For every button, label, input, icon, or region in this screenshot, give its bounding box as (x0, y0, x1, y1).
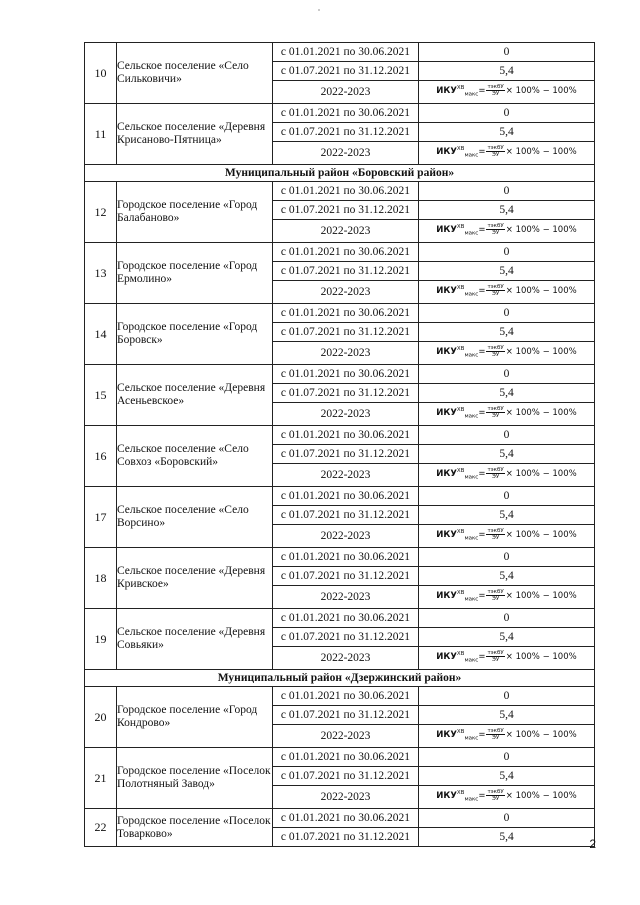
formula-sup: ХВ (456, 790, 465, 797)
formula-eq: = (478, 408, 486, 419)
value-second-half: 5,4 (419, 201, 595, 220)
period-first-half: с 01.01.2021 по 30.06.2021 (273, 548, 419, 567)
period-first-half: с 01.01.2021 по 30.06.2021 (273, 243, 419, 262)
period-second-half: с 01.07.2021 по 31.12.2021 (273, 567, 419, 586)
district-title: Муниципальный район «Дзержинский район» (85, 670, 595, 687)
row-number: 12 (85, 182, 117, 243)
row-number: 16 (85, 426, 117, 487)
formula-fraction (486, 650, 504, 663)
value-first-half: 0 (419, 809, 595, 828)
row-number: 11 (85, 104, 117, 165)
formula-fraction (486, 145, 504, 158)
row-number: 13 (85, 243, 117, 304)
formula-sub: макс (464, 413, 479, 420)
period-2022-2023: 2022-2023 (273, 220, 419, 243)
formula-tail: × 100% − 100% (505, 347, 577, 358)
value-second-half: 5,4 (419, 628, 595, 647)
formula-denominator: ЭУ (492, 230, 500, 237)
settlement-name: Городское поселение «Поселок Товарково» (117, 809, 273, 847)
formula-denominator: ЭУ (492, 657, 500, 664)
period-2022-2023: 2022-2023 (273, 81, 419, 104)
formula-sup: ХВ (456, 85, 465, 92)
ikumax-formula (419, 725, 595, 748)
formula-sup: ХВ (456, 146, 465, 153)
formula-tail: × 100% − 100% (505, 147, 577, 158)
settlement-name: Городское поселение «Поселок Полотняный Завод» (117, 748, 273, 809)
value-second-half: 5,4 (419, 706, 595, 725)
formula-label: ИКУ (436, 408, 457, 419)
district-row (85, 165, 595, 182)
settlement-name: Городское поселение «Город Кондрово» (117, 687, 273, 748)
formula-numerator: тэкбУ (487, 650, 504, 657)
period-2022-2023: 2022-2023 (273, 281, 419, 304)
period-first-half: с 01.01.2021 по 30.06.2021 (273, 487, 419, 506)
formula-label: ИКУ (436, 147, 457, 158)
page-number: 2 (589, 837, 596, 851)
ikumax-formula (419, 403, 595, 426)
settlement-name: Сельское поселение «Деревня Асеньевское» (117, 365, 273, 426)
formula-sup: ХВ (456, 729, 465, 736)
table-row (85, 304, 595, 323)
period-2022-2023: 2022-2023 (273, 725, 419, 748)
period-second-half: с 01.07.2021 по 31.12.2021 (273, 506, 419, 525)
formula-numerator: тэкбУ (487, 467, 504, 474)
formula-tail: × 100% − 100% (505, 591, 577, 602)
formula-numerator: тэкбУ (487, 728, 504, 735)
district-title: Муниципальный район «Боровский район» (85, 165, 595, 182)
ikumax-formula (419, 281, 595, 304)
formula-label: ИКУ (436, 652, 457, 663)
value-first-half: 0 (419, 243, 595, 262)
ikumax-formula (419, 342, 595, 365)
period-2022-2023: 2022-2023 (273, 142, 419, 165)
formula-eq: = (478, 286, 486, 297)
period-second-half: с 01.07.2021 по 31.12.2021 (273, 323, 419, 342)
table-row (85, 748, 595, 767)
value-second-half: 5,4 (419, 384, 595, 403)
formula-sub: макс (464, 596, 479, 603)
formula-sup: ХВ (456, 224, 465, 231)
formula-sup: ХВ (456, 590, 465, 597)
period-second-half: с 01.07.2021 по 31.12.2021 (273, 828, 419, 847)
formula-eq: = (478, 791, 486, 802)
formula-label: ИКУ (436, 225, 457, 236)
settlement-name: Сельское поселение «Деревня Крисаново-Пятница» (117, 104, 273, 165)
period-first-half: с 01.01.2021 по 30.06.2021 (273, 609, 419, 628)
formula-tail: × 100% − 100% (505, 652, 577, 663)
formula-label: ИКУ (436, 469, 457, 480)
row-number: 18 (85, 548, 117, 609)
formula-eq: = (478, 591, 486, 602)
ikumax-formula (419, 586, 595, 609)
settlement-name: Городское поселение «Город Ермолино» (117, 243, 273, 304)
period-second-half: с 01.07.2021 по 31.12.2021 (273, 201, 419, 220)
value-second-half: 5,4 (419, 323, 595, 342)
table-row (85, 365, 595, 384)
value-first-half: 0 (419, 748, 595, 767)
period-first-half: с 01.01.2021 по 30.06.2021 (273, 809, 419, 828)
formula-tail: × 100% − 100% (505, 408, 577, 419)
formula-denominator: ЭУ (492, 474, 500, 481)
formula-label: ИКУ (436, 791, 457, 802)
formula-denominator: ЭУ (492, 796, 500, 803)
value-first-half: 0 (419, 104, 595, 123)
period-second-half: с 01.07.2021 по 31.12.2021 (273, 628, 419, 647)
period-second-half: с 01.07.2021 по 31.12.2021 (273, 445, 419, 464)
row-number: 21 (85, 748, 117, 809)
value-first-half: 0 (419, 609, 595, 628)
formula-numerator: тэкбУ (487, 284, 504, 291)
value-second-half: 5,4 (419, 262, 595, 281)
row-number: 17 (85, 487, 117, 548)
settlement-name: Сельское поселение «Деревня Кривское» (117, 548, 273, 609)
formula-fraction (486, 467, 504, 480)
formula-eq: = (478, 652, 486, 663)
formula-label: ИКУ (436, 530, 457, 541)
formula-fraction (486, 84, 504, 97)
formula-sub: макс (464, 796, 479, 803)
formula-sup: ХВ (456, 346, 465, 353)
ikumax-formula (419, 525, 595, 548)
value-second-half: 5,4 (419, 767, 595, 786)
table-row (85, 609, 595, 628)
settlement-name: Сельское поселение «Село Сильковичи» (117, 43, 273, 104)
settlement-name: Сельское поселение «Село Ворсино» (117, 487, 273, 548)
row-number: 10 (85, 43, 117, 104)
formula-tail: × 100% − 100% (505, 225, 577, 236)
table-row (85, 43, 595, 62)
formula-fraction (486, 345, 504, 358)
period-first-half: с 01.01.2021 по 30.06.2021 (273, 748, 419, 767)
formula-eq: = (478, 86, 486, 97)
formula-sup: ХВ (456, 407, 465, 414)
table-row (85, 426, 595, 445)
formula-denominator: ЭУ (492, 413, 500, 420)
formula-sub: макс (464, 291, 479, 298)
period-first-half: с 01.01.2021 по 30.06.2021 (273, 43, 419, 62)
formula-fraction (486, 728, 504, 741)
period-2022-2023: 2022-2023 (273, 647, 419, 670)
formula-fraction (486, 789, 504, 802)
value-first-half: 0 (419, 304, 595, 323)
tariff-table-container (84, 42, 594, 847)
value-second-half: 5,4 (419, 445, 595, 464)
formula-sub: макс (464, 91, 479, 98)
period-second-half: с 01.07.2021 по 31.12.2021 (273, 262, 419, 281)
table-row (85, 104, 595, 123)
formula-denominator: ЭУ (492, 735, 500, 742)
formula-label: ИКУ (436, 591, 457, 602)
ikumax-formula (419, 220, 595, 243)
formula-eq: = (478, 147, 486, 158)
formula-eq: = (478, 469, 486, 480)
row-number: 22 (85, 809, 117, 847)
table-row (85, 487, 595, 506)
formula-tail: × 100% − 100% (505, 86, 577, 97)
value-second-half: 5,4 (419, 506, 595, 525)
formula-denominator: ЭУ (492, 535, 500, 542)
row-number: 19 (85, 609, 117, 670)
scan-speck (318, 9, 320, 11)
district-row (85, 670, 595, 687)
ikumax-formula (419, 786, 595, 809)
formula-sup: ХВ (456, 285, 465, 292)
period-first-half: с 01.01.2021 по 30.06.2021 (273, 182, 419, 201)
formula-sub: макс (464, 657, 479, 664)
period-first-half: с 01.01.2021 по 30.06.2021 (273, 104, 419, 123)
formula-tail: × 100% − 100% (505, 791, 577, 802)
formula-sub: макс (464, 230, 479, 237)
formula-sup: ХВ (456, 651, 465, 658)
settlement-name: Городское поселение «Город Балабаново» (117, 182, 273, 243)
value-first-half: 0 (419, 182, 595, 201)
value-first-half: 0 (419, 687, 595, 706)
period-first-half: с 01.01.2021 по 30.06.2021 (273, 365, 419, 384)
formula-sub: макс (464, 474, 479, 481)
formula-fraction (486, 223, 504, 236)
value-first-half: 0 (419, 548, 595, 567)
value-first-half: 0 (419, 487, 595, 506)
period-second-half: с 01.07.2021 по 31.12.2021 (273, 123, 419, 142)
value-first-half: 0 (419, 43, 595, 62)
table-row (85, 243, 595, 262)
formula-eq: = (478, 347, 486, 358)
period-2022-2023: 2022-2023 (273, 586, 419, 609)
formula-denominator: ЭУ (492, 91, 500, 98)
table-row (85, 687, 595, 706)
formula-numerator: тэкбУ (487, 345, 504, 352)
formula-tail: × 100% − 100% (505, 469, 577, 480)
table-row (85, 548, 595, 567)
formula-numerator: тэкбУ (487, 589, 504, 596)
formula-numerator: тэкбУ (487, 145, 504, 152)
period-2022-2023: 2022-2023 (273, 786, 419, 809)
period-first-half: с 01.01.2021 по 30.06.2021 (273, 687, 419, 706)
row-number: 20 (85, 687, 117, 748)
formula-denominator: ЭУ (492, 152, 500, 159)
formula-denominator: ЭУ (492, 291, 500, 298)
formula-tail: × 100% − 100% (505, 286, 577, 297)
formula-denominator: ЭУ (492, 596, 500, 603)
settlement-name: Городское поселение «Город Боровск» (117, 304, 273, 365)
formula-sup: ХВ (456, 468, 465, 475)
formula-label: ИКУ (436, 286, 457, 297)
period-2022-2023: 2022-2023 (273, 403, 419, 426)
value-first-half: 0 (419, 426, 595, 445)
period-2022-2023: 2022-2023 (273, 525, 419, 548)
formula-tail: × 100% − 100% (505, 530, 577, 541)
formula-tail: × 100% − 100% (505, 730, 577, 741)
formula-eq: = (478, 730, 486, 741)
period-first-half: с 01.01.2021 по 30.06.2021 (273, 304, 419, 323)
formula-label: ИКУ (436, 730, 457, 741)
formula-sub: макс (464, 535, 479, 542)
formula-sup: ХВ (456, 529, 465, 536)
value-second-half: 5,4 (419, 828, 595, 847)
settlement-name: Сельское поселение «Село Совхоз «Боровский» (117, 426, 273, 487)
period-second-half: с 01.07.2021 по 31.12.2021 (273, 62, 419, 81)
formula-sub: макс (464, 152, 479, 159)
ikumax-formula (419, 464, 595, 487)
period-2022-2023: 2022-2023 (273, 342, 419, 365)
settlement-name: Сельское поселение «Деревня Совьяки» (117, 609, 273, 670)
value-second-half: 5,4 (419, 62, 595, 81)
formula-numerator: тэкбУ (487, 789, 504, 796)
ikumax-formula (419, 142, 595, 165)
formula-fraction (486, 589, 504, 602)
value-second-half: 5,4 (419, 123, 595, 142)
formula-eq: = (478, 530, 486, 541)
formula-numerator: тэкбУ (487, 528, 504, 535)
ikumax-formula (419, 647, 595, 670)
period-2022-2023: 2022-2023 (273, 464, 419, 487)
formula-numerator: тэкбУ (487, 406, 504, 413)
formula-label: ИКУ (436, 86, 457, 97)
row-number: 15 (85, 365, 117, 426)
period-second-half: с 01.07.2021 по 31.12.2021 (273, 706, 419, 725)
formula-fraction (486, 406, 504, 419)
formula-sub: макс (464, 735, 479, 742)
value-first-half: 0 (419, 365, 595, 384)
formula-numerator: тэкбУ (487, 84, 504, 91)
formula-fraction (486, 528, 504, 541)
row-number: 14 (85, 304, 117, 365)
ikumax-formula (419, 81, 595, 104)
period-second-half: с 01.07.2021 по 31.12.2021 (273, 767, 419, 786)
period-first-half: с 01.01.2021 по 30.06.2021 (273, 426, 419, 445)
table-row (85, 182, 595, 201)
tariff-table (84, 42, 595, 847)
formula-label: ИКУ (436, 347, 457, 358)
tariff-table-body (85, 43, 595, 847)
formula-numerator: тэкбУ (487, 223, 504, 230)
formula-fraction (486, 284, 504, 297)
period-second-half: с 01.07.2021 по 31.12.2021 (273, 384, 419, 403)
formula-eq: = (478, 225, 486, 236)
value-second-half: 5,4 (419, 567, 595, 586)
formula-denominator: ЭУ (492, 352, 500, 359)
formula-sub: макс (464, 352, 479, 359)
table-row (85, 809, 595, 828)
